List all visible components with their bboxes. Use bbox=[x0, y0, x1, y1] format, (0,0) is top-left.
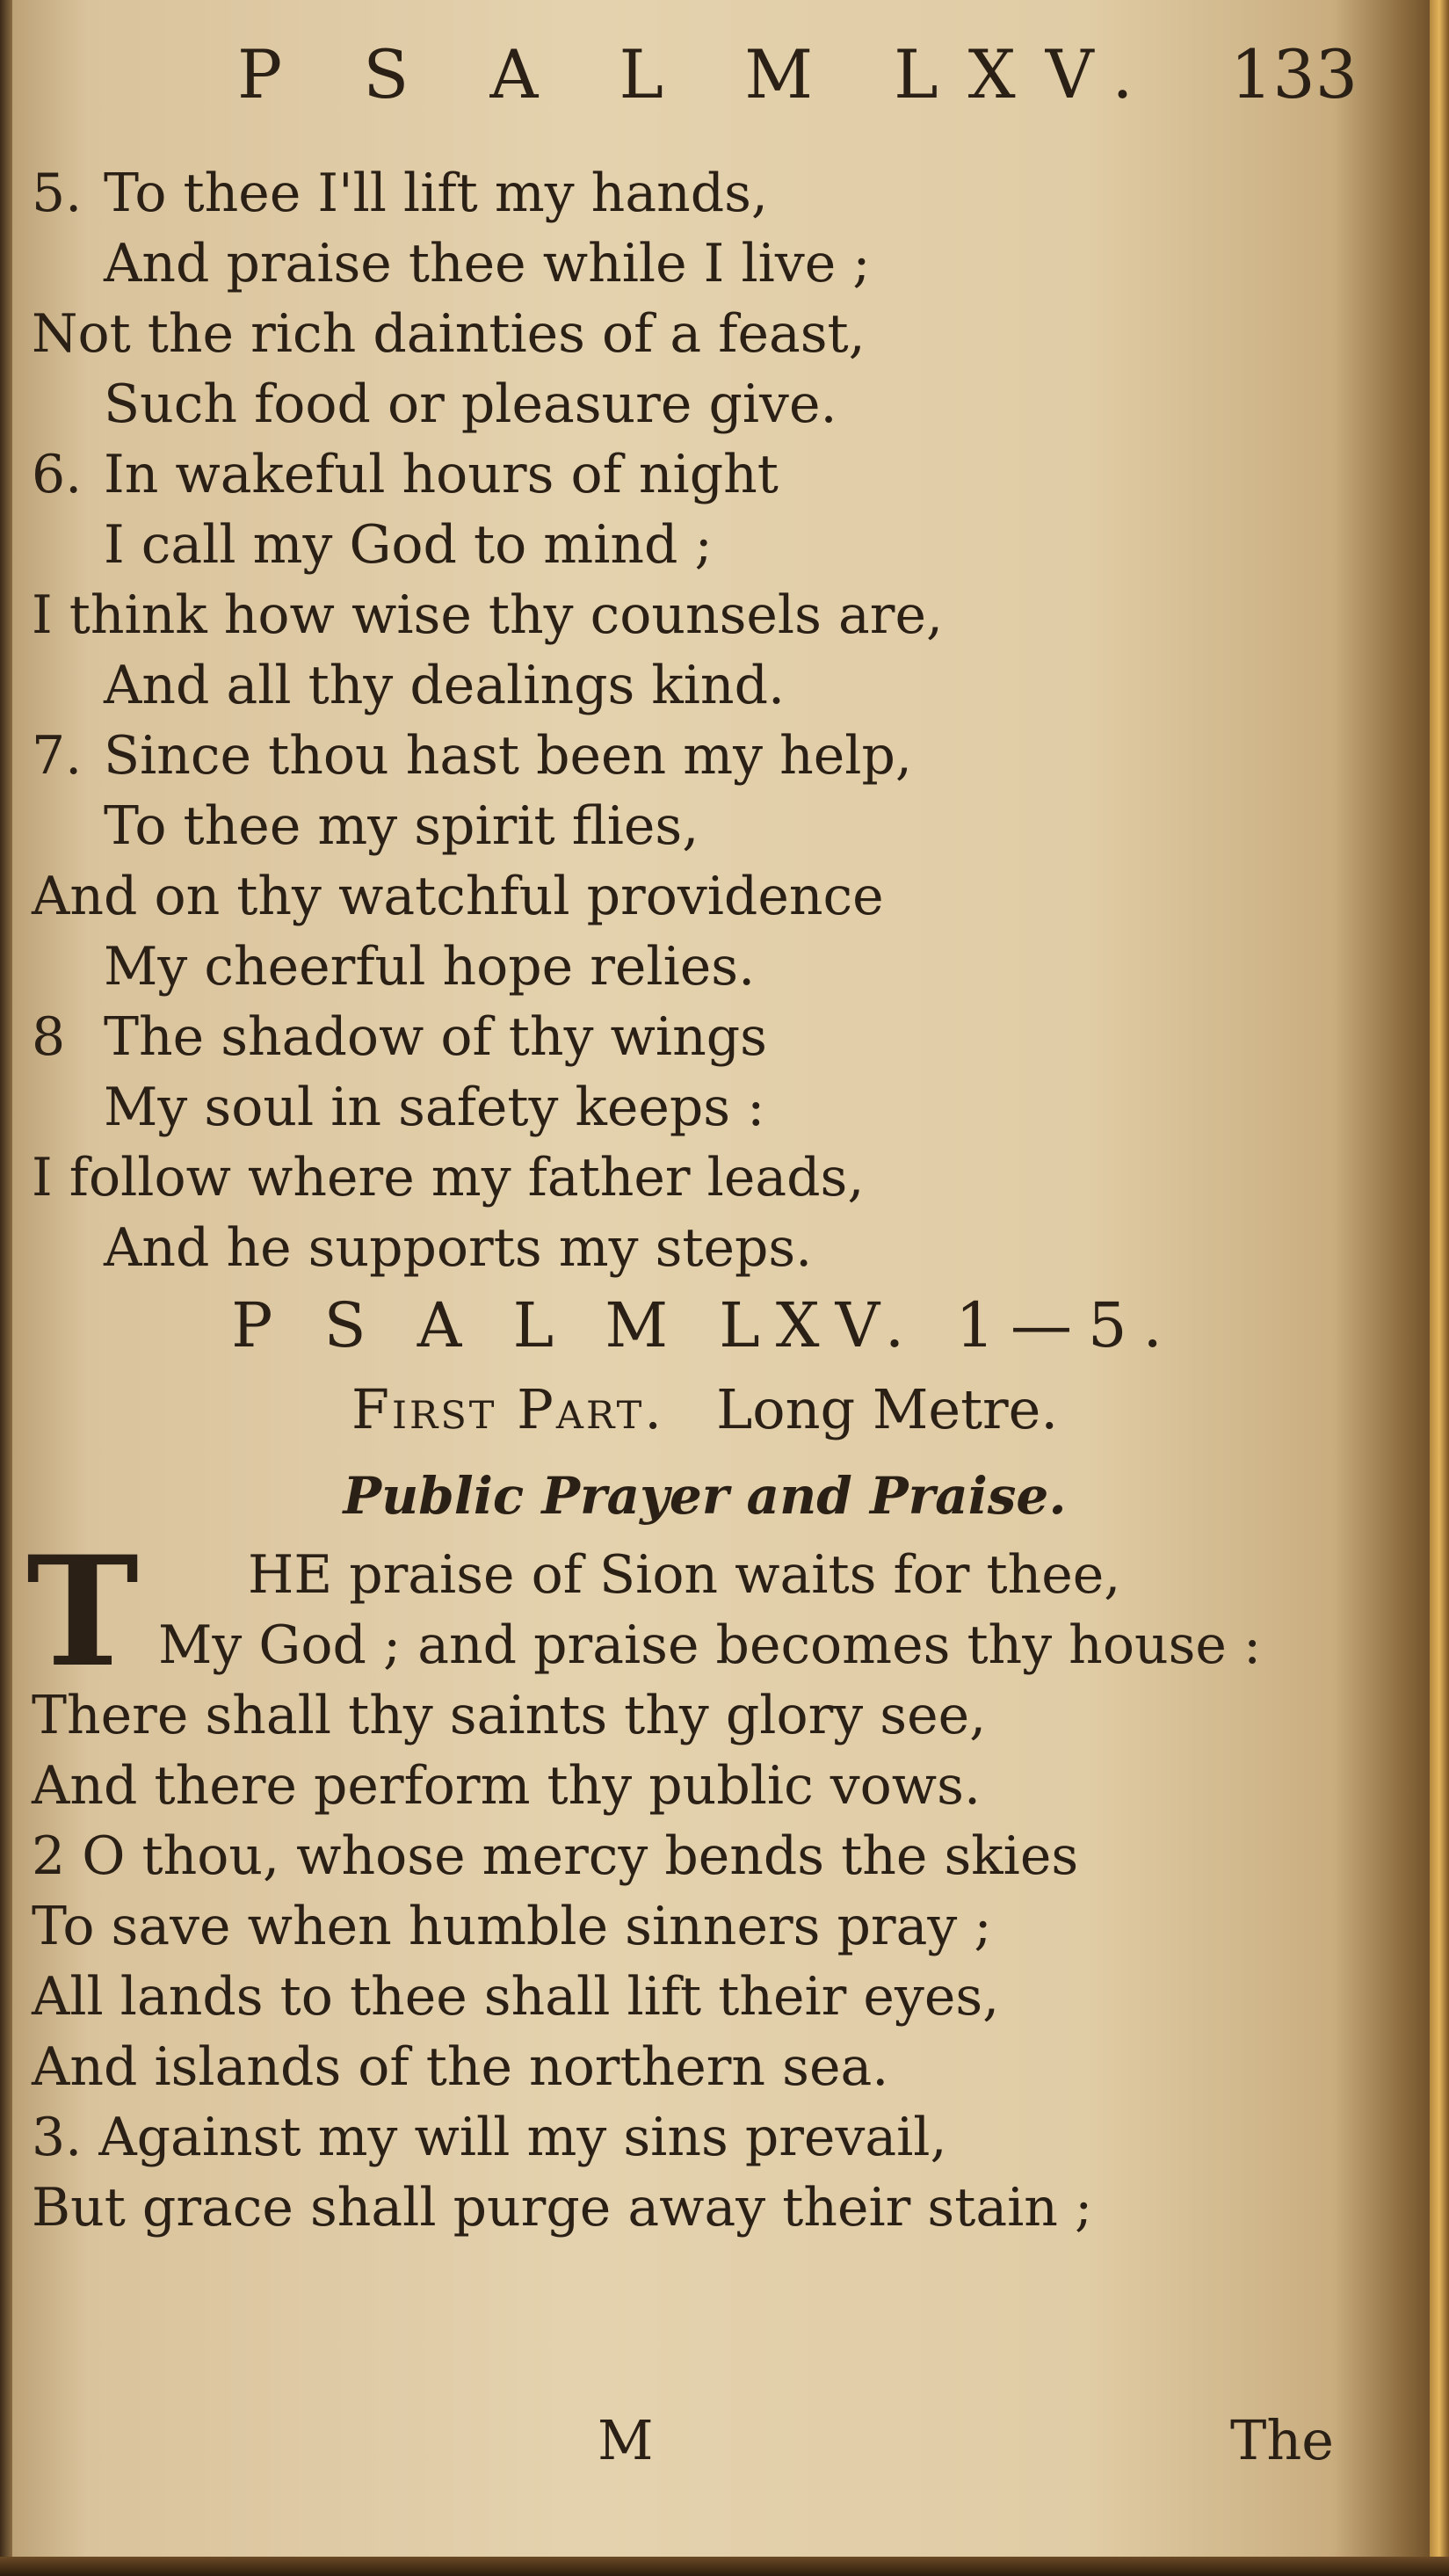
verse-text: The shadow of thy wings bbox=[104, 1006, 767, 1068]
verse-text: All lands to thee shall lift their eyes, bbox=[32, 1966, 1000, 2028]
verse-number: 8 bbox=[32, 1006, 66, 1068]
verse-text: HE praise of Sion waits for thee, bbox=[248, 1544, 1121, 1606]
verse-text: My God ; and praise becomes thy house : bbox=[158, 1615, 1262, 1676]
verse-text: And there perform thy public vows. bbox=[32, 1755, 982, 1817]
verse-line bbox=[28, 1821, 1399, 1891]
verse-line bbox=[28, 1143, 1399, 1213]
verse-line bbox=[28, 2102, 1399, 2173]
page-edge-bottom bbox=[0, 2557, 1449, 2576]
psalm-part-line bbox=[11, 1368, 1399, 1452]
verse-text: I think how wise thy counsels are, bbox=[32, 584, 944, 646]
text-block bbox=[28, 158, 1399, 2243]
verse-line bbox=[28, 369, 1399, 439]
verse-text: There shall thy saints thy glory see, bbox=[32, 1685, 987, 1746]
verse-number: 7. bbox=[32, 725, 83, 787]
verse-text: My cheerful hope relies. bbox=[104, 936, 756, 998]
page-footer bbox=[0, 2408, 1406, 2487]
verse-line bbox=[28, 1540, 1399, 1610]
verse-text: To thee my spirit flies, bbox=[104, 795, 699, 857]
verse-line bbox=[28, 510, 1399, 580]
verse-line bbox=[28, 1213, 1399, 1283]
verse-text: In wakeful hours of night bbox=[104, 444, 779, 505]
verse-line bbox=[28, 299, 1399, 369]
verse-text: And on thy watchful providence bbox=[32, 866, 884, 927]
verse-text: Since thou hast been my help, bbox=[104, 725, 912, 787]
verse-line bbox=[28, 158, 1399, 229]
verse-line bbox=[28, 580, 1399, 650]
verse-text: But grace shall purge away their stain ; bbox=[32, 2177, 1093, 2239]
verse-line bbox=[28, 721, 1399, 791]
verse-line bbox=[28, 861, 1399, 932]
verse-text: And all thy dealings kind. bbox=[104, 655, 786, 716]
verse-text: Such food or pleasure give. bbox=[104, 374, 837, 435]
verse-text: I call my God to mind ; bbox=[104, 514, 713, 576]
page-header bbox=[237, 35, 1362, 114]
verse-text: I follow where my father leads, bbox=[32, 1147, 865, 1208]
verse-number: 6. bbox=[32, 444, 83, 505]
verse-text: And praise thee while I live ; bbox=[104, 233, 871, 294]
verse-line bbox=[28, 1680, 1399, 1751]
psalm-title: P S A L M LXV. 1—5. bbox=[231, 1289, 1178, 1361]
verse-text: My soul in safety keeps : bbox=[104, 1077, 765, 1138]
verse-text: 2 O thou, whose mercy bends the skies bbox=[32, 1825, 1079, 1887]
verse-text: 3. Against my will my sins prevail, bbox=[32, 2107, 947, 2168]
drop-cap: T bbox=[26, 1522, 139, 1701]
verse-number: 5. bbox=[32, 163, 83, 224]
verse-line bbox=[28, 2032, 1399, 2102]
psalm-part: First Part. bbox=[351, 1377, 664, 1441]
verse-line bbox=[28, 1610, 1399, 1680]
verse-line bbox=[28, 229, 1399, 299]
verse-line bbox=[28, 1962, 1399, 2032]
verse-text: And he supports my steps. bbox=[104, 1217, 813, 1279]
verse-text: To save when humble sinners pray ; bbox=[32, 1896, 992, 1957]
page-number: 133 bbox=[1230, 35, 1358, 113]
page-edge-right bbox=[1430, 0, 1449, 2576]
verse-line bbox=[28, 650, 1399, 721]
running-head: P S A L M LXV. bbox=[237, 35, 1163, 113]
psalm-subject: Public Prayer and Praise. bbox=[343, 1466, 1067, 1526]
verse-line bbox=[28, 791, 1399, 861]
verse-text: To thee I'll lift my hands, bbox=[104, 163, 769, 224]
verse-text: And islands of the northern sea. bbox=[32, 2036, 889, 2098]
verse-line bbox=[28, 1751, 1399, 1821]
verse-line bbox=[28, 932, 1399, 1002]
psalm-metre: Long Metre. bbox=[716, 1377, 1059, 1441]
dropcap-block bbox=[26, 1522, 1399, 1701]
verse-line bbox=[28, 1002, 1399, 1072]
signature-mark: M bbox=[598, 2408, 654, 2472]
verse-line bbox=[28, 1891, 1399, 1962]
catchword: The bbox=[1230, 2408, 1334, 2472]
verse-text: Not the rich dainties of a feast, bbox=[32, 303, 866, 365]
verse-line bbox=[28, 2173, 1399, 2243]
verse-line bbox=[28, 1072, 1399, 1143]
verse-line bbox=[28, 439, 1399, 510]
